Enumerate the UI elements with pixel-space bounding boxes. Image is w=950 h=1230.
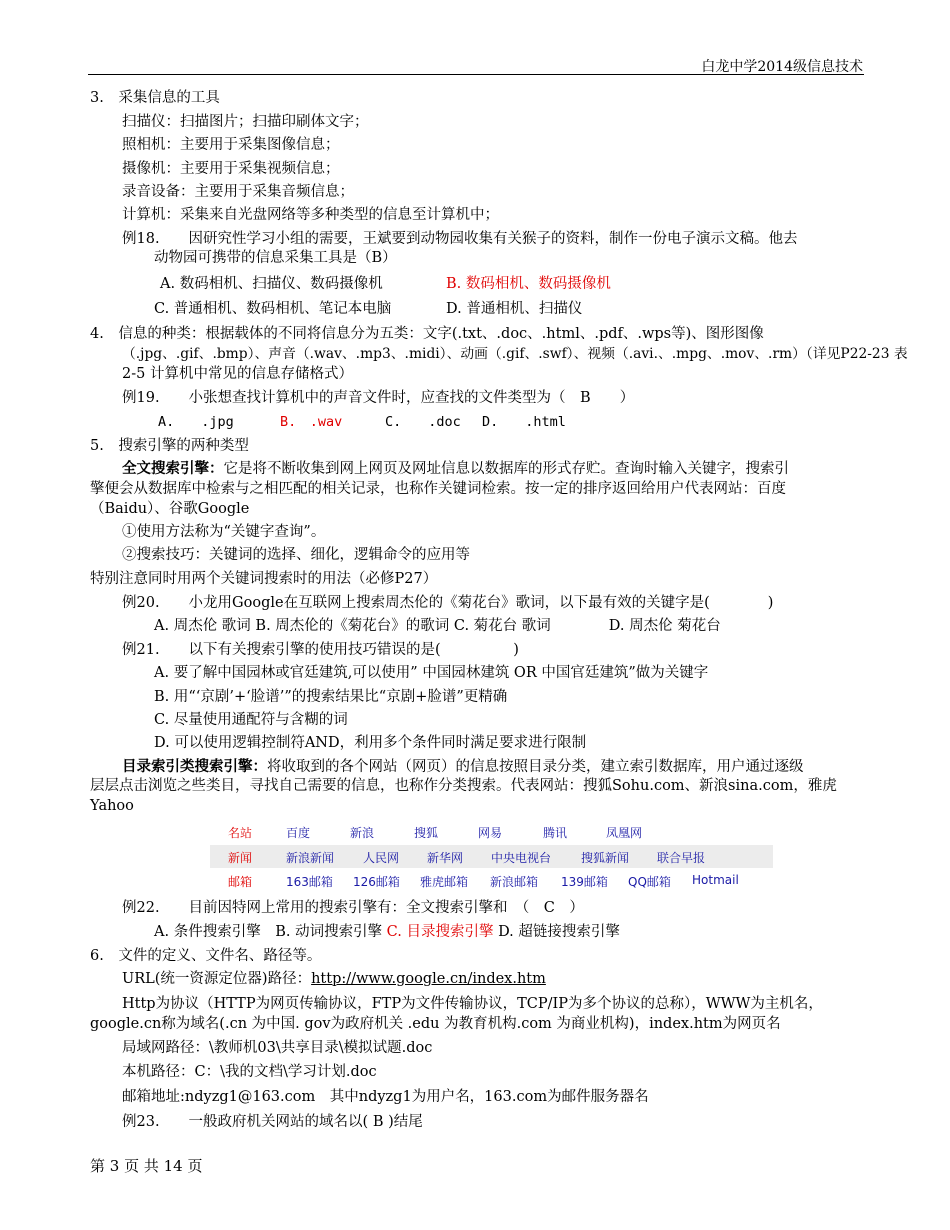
nav-link-sohu[interactable]: 搜狐 <box>414 826 439 840</box>
s3-item-scanner: 扫描仪：扫描图片；扫描印刷体文字； <box>122 114 369 130</box>
ex21-option-b: B. 用“‘京剧’+‘脸谱’”的搜索结果比“京剧+脸谱”更精确 <box>154 689 508 705</box>
nav-link-ifeng[interactable]: 凤凰网 <box>606 826 643 840</box>
fulltext-engine-desc: 它是将不断收集到网上网页及网址信息以数据库的形式存贮。查询时输入关键字，搜索引 <box>223 461 789 477</box>
ex18-option-c: C. 普通相机、数码相机、笔记本电脑 <box>154 301 392 317</box>
nav-category-news[interactable]: 新闻 <box>228 851 253 865</box>
search-point-2: ②搜索技巧：关键词的选择、细化，逻辑命令的应用等 <box>122 547 470 563</box>
http-desc-1: Http为协议（HTTP为网页传输协议，FTP为文件传输协议，TCP/IP为多个协议的总称），WWW为主机名， <box>122 996 823 1012</box>
ex19-option-b: B. .wav <box>280 414 343 430</box>
ex22-options-ab: A. 条件搜索引擎 B. 动词搜索引擎 <box>154 924 383 940</box>
directory-engine-label: 目录索引类搜索引擎： <box>122 758 267 775</box>
nav-link-163[interactable]: 网易 <box>478 826 503 840</box>
lan-path: 局域网路径：\教师机03\共享目录\模拟试题.doc <box>122 1040 433 1056</box>
ex19-question: 例19. 小张想查找计算机中的声音文件时，应查找的文件类型为（ B ） <box>122 390 635 406</box>
search-note: 特别注意同时用两个关键词搜索时的用法（必修P27） <box>90 571 438 587</box>
ex22-option-d: D. 超链接搜索引擎 <box>498 924 620 940</box>
s3-item-videocam: 摄像机：主要用于采集视频信息； <box>122 161 340 177</box>
nav-link-baidu[interactable]: 百度 <box>286 826 311 840</box>
s3-item-camera: 照相机：主要用于采集图像信息； <box>122 137 340 153</box>
nav-link-163-mail[interactable]: 163邮箱 <box>286 875 333 889</box>
ex18-option-b: B. 数码相机、数码摄像机 <box>446 276 611 292</box>
ex18-option-a: A. 数码相机、扫描仪、数码摄像机 <box>160 276 383 292</box>
ex21-option-a: A. 要了解中国园林或官廷建筑,可以使用” 中国园林建筑 OR 中国官廷建筑”做为关键字 <box>154 665 709 681</box>
directory-engine-desc: 将收取到的各个网站（网页）的信息按照目录分类，建立索引数据库，用户通过逐级 <box>267 759 804 775</box>
section-4-line1: 4. 信息的种类：根据载体的不同将信息分为五类：文字(.txt、.doc、.html、.pdf、.wps等)、图形图像 <box>90 326 764 342</box>
url-example-link[interactable]: http://www.google.cn/index.htm <box>311 971 546 987</box>
directory-engine-desc-3: Yahoo <box>90 798 134 814</box>
nav-link-cctv[interactable]: 中央电视台 <box>491 851 552 865</box>
header-divider <box>88 74 864 75</box>
section-6-heading: 6. 文件的定义、文件名、路径等。 <box>90 948 322 964</box>
page-header-title: 白龙中学2014级信息技术 <box>701 59 863 75</box>
directory-engine-desc-2: 层层点击浏览之些类目，寻找自己需要的信息，也称作分类搜索。代表网站：搜狐Sohu.com、新浪sina.com，雅虎 <box>90 778 837 794</box>
section-4-line3: 2-5 计算机中常见的信息存储格式） <box>122 366 353 382</box>
nav-row-news <box>210 845 773 868</box>
directory-nav-image <box>210 818 773 894</box>
ex22-question: 例22. 目前因特网上常用的搜索引擎有：全文搜索引擎和 （ C ） <box>122 900 584 916</box>
mail-address: 邮箱地址:ndyzg1@163.com 其中ndyzg1为用户名，163.com为邮件服务器名 <box>122 1089 649 1105</box>
ex19-option-d: D. .html <box>482 414 566 430</box>
ex21-option-d: D. 可以使用逻辑控制符AND，利用多个条件同时满足要求进行限制 <box>154 735 587 751</box>
nav-link-sina-news[interactable]: 新浪新闻 <box>286 851 335 865</box>
search-point-1: ①使用方法称为“关键字查询”。 <box>122 524 326 540</box>
ex22-option-c: C. 目录搜索引擎 <box>386 924 494 940</box>
nav-link-sina-mail[interactable]: 新浪邮箱 <box>490 875 539 889</box>
nav-link-zaobao[interactable]: 联合早报 <box>657 851 706 865</box>
ex20-options: A. 周杰伦 歌词 B. 周杰伦的《菊花台》的歌词 C. 菊花台 歌词 D. 周杰伦 菊花台 <box>154 618 721 634</box>
fulltext-engine-label: 全文搜索引擎： <box>122 460 224 477</box>
section-5-heading: 5. 搜索引擎的两种类型 <box>90 438 249 454</box>
nav-link-xinhua[interactable]: 新华网 <box>427 851 464 865</box>
section-4-line2: （.jpg、.gif、.bmp）、声音（.wav、.mp3、.midi）、动画（.gif、.swf）、视频（.avi.、.mpg、.mov、.rm）（详见P22-23 表 <box>122 346 908 362</box>
nav-link-people[interactable]: 人民网 <box>363 851 400 865</box>
local-path: 本机路径：C：\我的文档\学习计划.doc <box>122 1064 377 1080</box>
ex18-question: 例18. 因研究性学习小组的需要，王斌要到动物园收集有关猴子的资料，制作一份电子演示文稿。他去 <box>122 231 798 247</box>
ex21-question: 例21. 以下有关搜索引擎的使用技巧错误的是( ) <box>122 642 519 658</box>
nav-row-sites <box>210 820 773 843</box>
section-3-heading: 3. 采集信息的工具 <box>90 90 220 106</box>
ex21-option-c: C. 尽量使用通配符与含糊的词 <box>154 712 348 728</box>
s3-item-computer: 计算机：采集来自光盘网络等多种类型的信息至计算机中； <box>122 207 499 223</box>
nav-link-sina[interactable]: 新浪 <box>350 826 375 840</box>
nav-link-qq[interactable]: 腾讯 <box>543 826 568 840</box>
nav-link-139-mail[interactable]: 139邮箱 <box>561 875 608 889</box>
ex18-question-cont: 动物园可携带的信息采集工具是（B） <box>154 250 397 266</box>
nav-category-sites[interactable]: 名站 <box>228 826 253 840</box>
nav-row-mail <box>210 869 773 892</box>
nav-link-sohu-news[interactable]: 搜狐新闻 <box>581 851 630 865</box>
nav-link-yahoo-mail[interactable]: 雅虎邮箱 <box>420 875 469 889</box>
fulltext-engine-desc-3: （Baidu）、谷歌Google <box>90 501 250 517</box>
nav-category-mail[interactable]: 邮箱 <box>228 875 253 889</box>
nav-link-hotmail[interactable]: Hotmail <box>692 873 739 887</box>
ex19-option-a: A. .jpg <box>158 414 234 430</box>
ex23-question: 例23. 一般政府机关网站的域名以( B )结尾 <box>122 1114 423 1130</box>
http-desc-2: google.cn称为域名(.cn 为中国. gov为政府机关 .edu 为教育机构.com 为商业机构)，index.htm为网页名 <box>90 1016 781 1032</box>
page-number: 第 3 页 共 14 页 <box>90 1157 203 1175</box>
nav-link-126-mail[interactable]: 126邮箱 <box>353 875 400 889</box>
ex20-question: 例20. 小龙用Google在互联网上搜索周杰伦的《菊花台》歌词，以下最有效的关键字是( ) <box>122 595 774 611</box>
url-label: URL(统一资源定位器)路径： <box>122 971 312 987</box>
ex18-option-d: D. 普通相机、扫描仪 <box>446 301 583 317</box>
ex19-option-c: C. .doc <box>385 414 461 430</box>
fulltext-engine-desc-2: 擎便会从数据库中检索与之相匹配的相关记录，也称作关键词检索。按一定的排序返回给用户代表网站：百度 <box>90 481 786 497</box>
s3-item-recorder: 录音设备：主要用于采集音频信息； <box>122 184 354 200</box>
nav-link-qq-mail[interactable]: QQ邮箱 <box>628 875 671 889</box>
